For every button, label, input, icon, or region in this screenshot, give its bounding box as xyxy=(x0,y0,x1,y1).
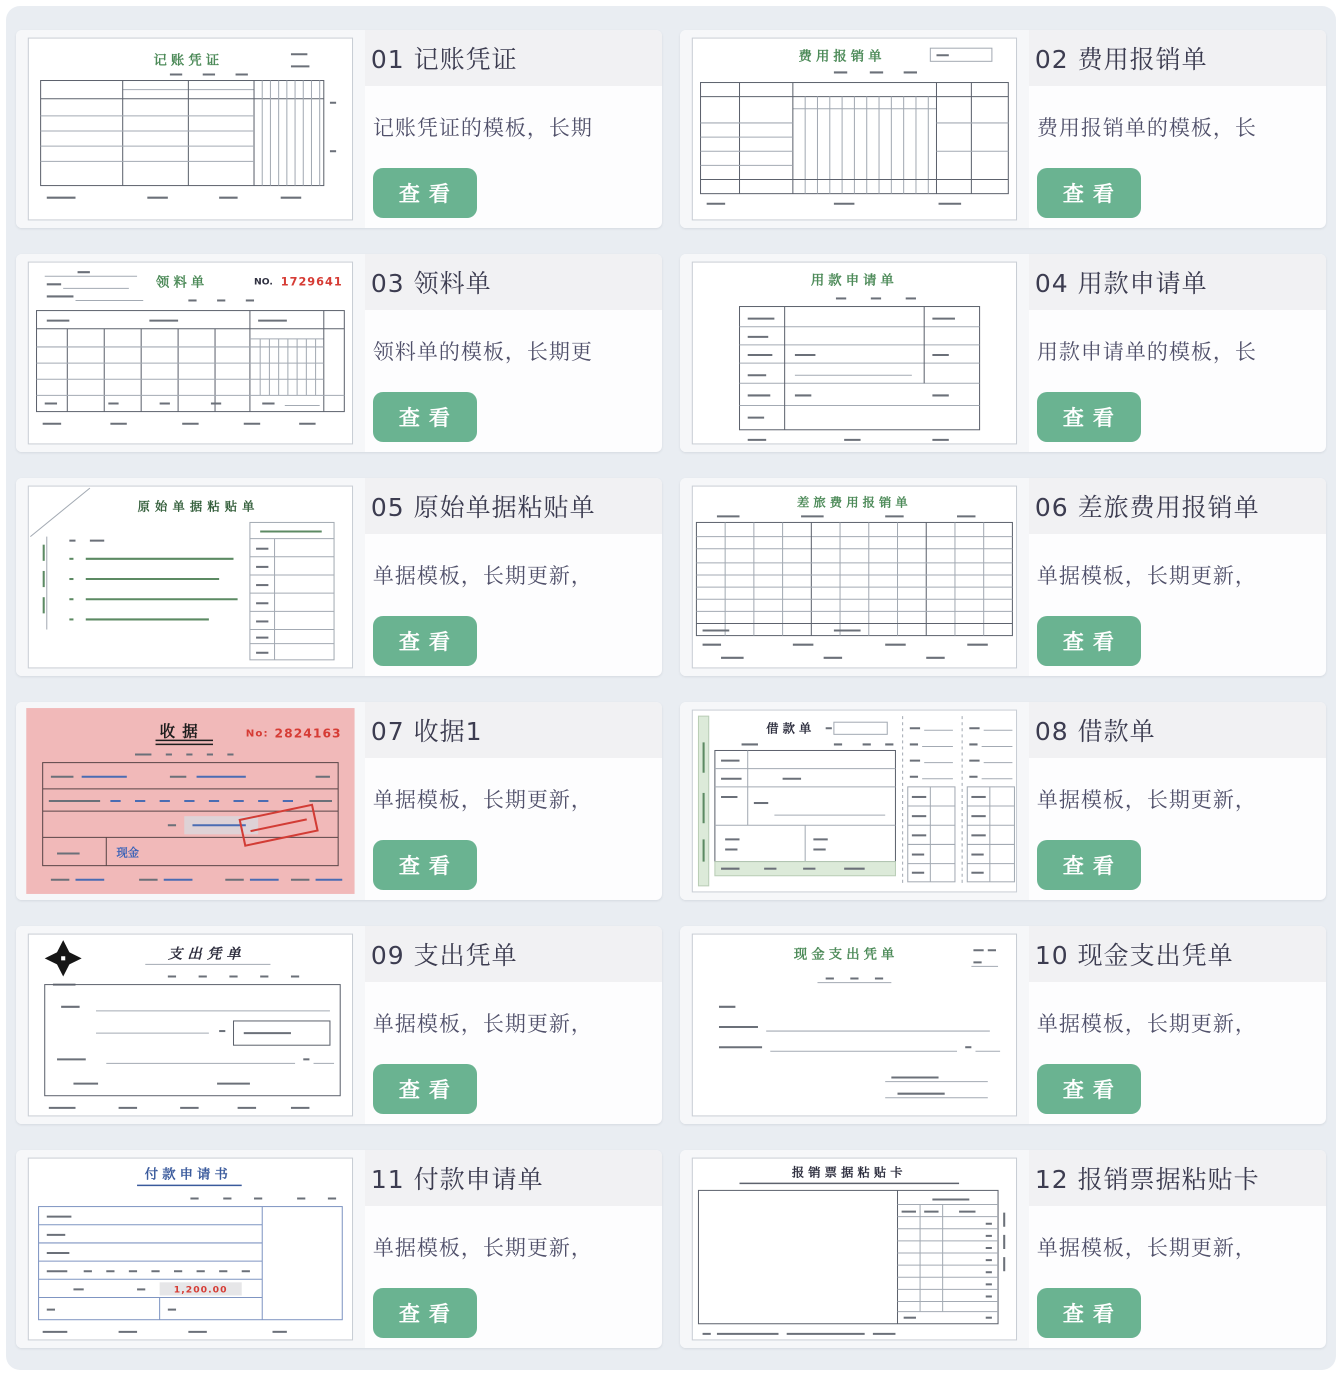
template-description: 单据模板，长期更新， xyxy=(372,1012,593,1036)
payment-voucher-image xyxy=(16,926,365,1124)
cash-label-text: 现金 xyxy=(116,846,140,860)
template-thumbnail[interactable] xyxy=(680,478,1029,676)
template-description: 单据模板，长期更新， xyxy=(1036,1236,1257,1260)
accounting-voucher-image xyxy=(16,30,365,228)
doc-title-text: 原始单据粘贴单 xyxy=(137,499,260,514)
template-thumbnail[interactable] xyxy=(16,702,365,900)
template-description: 单据模板，长期更新， xyxy=(1036,788,1257,812)
doc-title-text: 收据 xyxy=(159,722,205,741)
doc-title-text: 记账凭证 xyxy=(153,53,224,69)
doc-title-text: 现金支出凭单 xyxy=(793,947,899,963)
template-thumbnail[interactable] xyxy=(680,254,1029,452)
template-card-03 xyxy=(16,254,662,452)
reimbursement-paste-card-image xyxy=(680,1150,1029,1348)
doc-title-text: 借款单 xyxy=(766,721,816,736)
view-button[interactable]: 查看 xyxy=(373,1288,477,1338)
doc-number-text: 2824163 xyxy=(274,726,342,741)
template-grid xyxy=(6,6,1336,1370)
template-title: 10 现金支出凭单 xyxy=(1029,926,1326,982)
template-title: 09 支出凭单 xyxy=(365,926,662,982)
payment-request-image xyxy=(16,1150,365,1348)
template-card-04 xyxy=(680,254,1326,452)
template-thumbnail[interactable] xyxy=(680,702,1029,900)
view-button[interactable]: 查看 xyxy=(1037,840,1141,890)
template-title: 03 领料单 xyxy=(365,254,662,310)
template-title: 11 付款申请单 xyxy=(365,1150,662,1206)
view-button[interactable]: 查看 xyxy=(373,392,477,442)
pink-receipt-image xyxy=(16,702,365,900)
template-thumbnail[interactable] xyxy=(16,1150,365,1348)
original-document-paste-sheet-image xyxy=(16,478,365,676)
doc-number-text: 1729641 xyxy=(280,275,343,289)
template-thumbnail[interactable] xyxy=(16,926,365,1124)
doc-title-text: 费用报销单 xyxy=(798,49,886,65)
cash-payment-voucher-image xyxy=(680,926,1029,1124)
doc-title-text: 差旅费用报销单 xyxy=(797,495,912,510)
template-title: 05 原始单据粘贴单 xyxy=(365,478,662,534)
template-title: 04 用款申请单 xyxy=(1029,254,1326,310)
material-requisition-image xyxy=(16,254,365,452)
view-button[interactable]: 查看 xyxy=(1037,168,1141,218)
template-description: 单据模板，长期更新， xyxy=(372,788,593,812)
template-card-11 xyxy=(16,1150,662,1348)
template-title: 07 收据1 xyxy=(365,702,662,758)
template-title: 12 报销票据粘贴卡 xyxy=(1029,1150,1326,1206)
doc-title-text: 支出凭单 xyxy=(167,946,246,963)
template-title: 08 借款单 xyxy=(1029,702,1326,758)
template-card-02 xyxy=(680,30,1326,228)
template-card-06 xyxy=(680,478,1326,676)
expense-claim-image xyxy=(680,30,1029,228)
template-title: 06 差旅费用报销单 xyxy=(1029,478,1326,534)
template-thumbnail[interactable] xyxy=(16,478,365,676)
view-button[interactable]: 查看 xyxy=(373,616,477,666)
template-thumbnail[interactable] xyxy=(16,254,365,452)
doc-title-text: 报销票据粘贴卡 xyxy=(791,1165,907,1180)
doc-no-label: NO. xyxy=(254,276,273,288)
view-button[interactable]: 查看 xyxy=(1037,1288,1141,1338)
template-title: 01 记账凭证 xyxy=(365,30,662,86)
template-description: 单据模板，长期更新， xyxy=(1036,564,1257,588)
template-description: 单据模板，长期更新， xyxy=(372,1236,593,1260)
template-description: 用款申请单的模板，长 xyxy=(1036,340,1257,364)
loan-form-image xyxy=(680,702,1029,900)
view-button[interactable]: 查看 xyxy=(1037,1064,1141,1114)
template-thumbnail[interactable] xyxy=(680,1150,1029,1348)
fund-application-image xyxy=(680,254,1029,452)
travel-expense-claim-image xyxy=(680,478,1029,676)
doc-no-label: No: xyxy=(245,728,269,740)
amount-text: 1,200.00 xyxy=(173,1284,228,1296)
template-card-10 xyxy=(680,926,1326,1124)
template-description: 单据模板，长期更新， xyxy=(1036,1012,1257,1036)
view-button[interactable]: 查看 xyxy=(1037,616,1141,666)
view-button[interactable]: 查看 xyxy=(373,168,477,218)
template-description: 费用报销单的模板，长 xyxy=(1036,116,1257,140)
template-card-08 xyxy=(680,702,1326,900)
template-card-01 xyxy=(16,30,662,228)
view-button[interactable]: 查看 xyxy=(373,1064,477,1114)
template-thumbnail[interactable] xyxy=(680,926,1029,1124)
template-thumbnail[interactable] xyxy=(680,30,1029,228)
template-card-09 xyxy=(16,926,662,1124)
template-card-12 xyxy=(680,1150,1326,1348)
template-description: 记账凭证的模板，长期 xyxy=(372,116,593,140)
template-description: 领料单的模板，长期更 xyxy=(372,340,593,364)
template-title: 02 费用报销单 xyxy=(1029,30,1326,86)
template-card-07 xyxy=(16,702,662,900)
view-button[interactable]: 查看 xyxy=(1037,392,1141,442)
doc-title-text: 领料单 xyxy=(156,275,209,291)
template-description: 单据模板，长期更新， xyxy=(372,564,593,588)
doc-title-text: 用款申请单 xyxy=(810,273,898,289)
view-button[interactable]: 查看 xyxy=(373,840,477,890)
doc-title-text: 付款申请书 xyxy=(144,1167,232,1183)
template-card-05 xyxy=(16,478,662,676)
template-thumbnail[interactable] xyxy=(16,30,365,228)
